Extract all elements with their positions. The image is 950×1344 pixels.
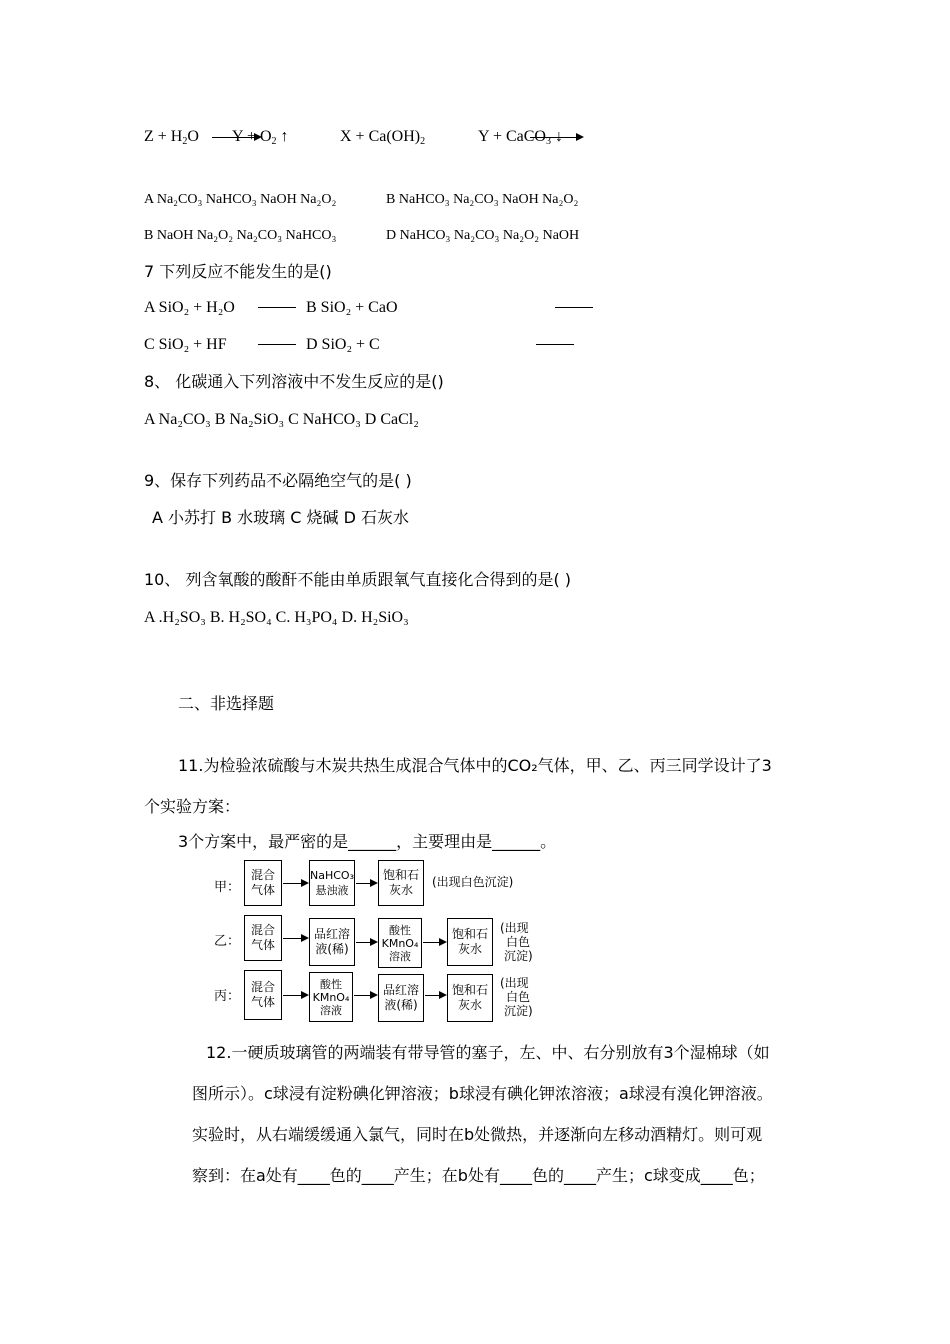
- fuchsine-box: 品红溶 液(稀): [309, 918, 355, 966]
- section-heading: 二、非选择题: [178, 694, 275, 713]
- q7-option-a: A SiO₂ + H₂O: [144, 299, 235, 316]
- q12-line4: 察到：在a处有____色的____产生；在b处有____色的____产生；c球变成____色；: [192, 1166, 765, 1185]
- q11-line1: 11.为检验浓硫酸与木炭共热生成混合气体中的CO₂气体，甲、乙、丙三同学设计了3: [178, 756, 772, 775]
- flow-arrow: [283, 995, 307, 996]
- fuchsine-box: 品红溶 液(稀): [378, 974, 424, 1022]
- flow-arrow: [425, 995, 445, 996]
- result-note: (出现 白色 沉淀): [500, 976, 533, 1018]
- kmno4-box: 酸性 KMnO₄ 溶液: [309, 972, 353, 1022]
- reaction-blank: [555, 307, 593, 308]
- row-label-yi: 乙：: [214, 934, 241, 949]
- flow-arrow: [283, 938, 307, 939]
- q7-option-c: C SiO₂ + HF: [144, 336, 227, 353]
- equation-y: $Y + O_2$ ↑: [232, 128, 289, 147]
- flow-arrow: [356, 883, 376, 884]
- q8-title: 8、 化碳通入下列溶液中不发生反应的是(): [144, 372, 444, 391]
- q9-options: A 小苏打 B 水玻璃 C 烧碱 D 石灰水: [152, 508, 410, 527]
- q7-title: 7 下列反应不能发生的是(): [144, 262, 332, 281]
- equation-ycaco3: Y + CaCO$_3$ ↓: [478, 128, 563, 147]
- q11-line2: 个实验方案：: [144, 797, 241, 816]
- limewater-box: 饱和石 灰水: [378, 860, 424, 906]
- q6-option-d: D NaHCO₃ Na₂CO₃ Na₂O₂ NaOH: [386, 228, 580, 243]
- equation-x: $X + Ca(OH)_2$: [340, 128, 426, 147]
- reaction-arrow: [212, 137, 260, 138]
- row-label-jia: 甲：: [214, 880, 241, 895]
- q6-option-b: B NaHCO₃ Na₂CO₃ NaOH Na₂O₂: [386, 192, 579, 207]
- kmno4-box: 酸性 KMnO₄ 溶液: [378, 918, 422, 968]
- q11-line3: 3个方案中，最严密的是______，主要理由是______。: [178, 832, 557, 851]
- equation-z: $Z + H_2O$: [144, 128, 199, 147]
- q10-options: A .H₂SO₃ B. H₂SO₄ C. H₃PO₄ D. H₂SiO₃: [144, 609, 409, 626]
- q6-option-b2: B NaOH Na₂O₂ Na₂CO₃ NaHCO₃: [144, 228, 337, 243]
- limewater-box: 饱和石 灰水: [447, 918, 493, 966]
- q12-line2: 图所示）。c球浸有淀粉碘化钾溶液；b球浸有碘化钾浓溶液；a球浸有溴化钾溶液。: [192, 1084, 773, 1103]
- flow-arrow: [283, 883, 307, 884]
- nahco3-box: NaHCO₃ 悬浊液: [309, 860, 355, 906]
- mixed-gas-box: 混合 气体: [244, 970, 282, 1020]
- q6-option-a: A Na₂CO₃ NaHCO₃ NaOH Na₂O₂: [144, 192, 337, 207]
- reaction-blank: [258, 307, 296, 308]
- q8-options: A Na₂CO₃ B Na₂SiO₃ C NaHCO₃ D CaCl₂: [144, 411, 419, 428]
- flow-arrow: [423, 942, 445, 943]
- reaction-blank: [536, 344, 574, 345]
- q9-title: 9、保存下列药品不必隔绝空气的是( ): [144, 471, 412, 490]
- mixed-gas-box: 混合 气体: [244, 860, 282, 906]
- reaction-arrow: [530, 137, 582, 138]
- q12-line1: 12.一硬质玻璃管的两端装有带导管的塞子，左、中、右分别放有3个湿棉球（如: [206, 1043, 770, 1062]
- row-label-bing: 丙：: [214, 989, 241, 1004]
- q7-option-d: D SiO₂ + C: [306, 336, 380, 353]
- limewater-box: 饱和石 灰水: [447, 974, 493, 1022]
- result-note: (出现白色沉淀): [432, 875, 514, 889]
- flow-arrow: [354, 995, 376, 996]
- q10-title: 10、 列含氧酸的酸酐不能由单质跟氧气直接化合得到的是( ): [144, 570, 572, 589]
- q7-option-b: B SiO₂ + CaO: [306, 299, 398, 316]
- flow-arrow: [356, 942, 376, 943]
- q12-line3: 实验时，从右端缓缓通入氯气，同时在b处微热，并逐渐向左移动酒精灯。则可观: [192, 1125, 763, 1144]
- mixed-gas-box: 混合 气体: [244, 915, 282, 961]
- result-note: (出现 白色 沉淀): [500, 921, 533, 963]
- reaction-blank: [258, 344, 296, 345]
